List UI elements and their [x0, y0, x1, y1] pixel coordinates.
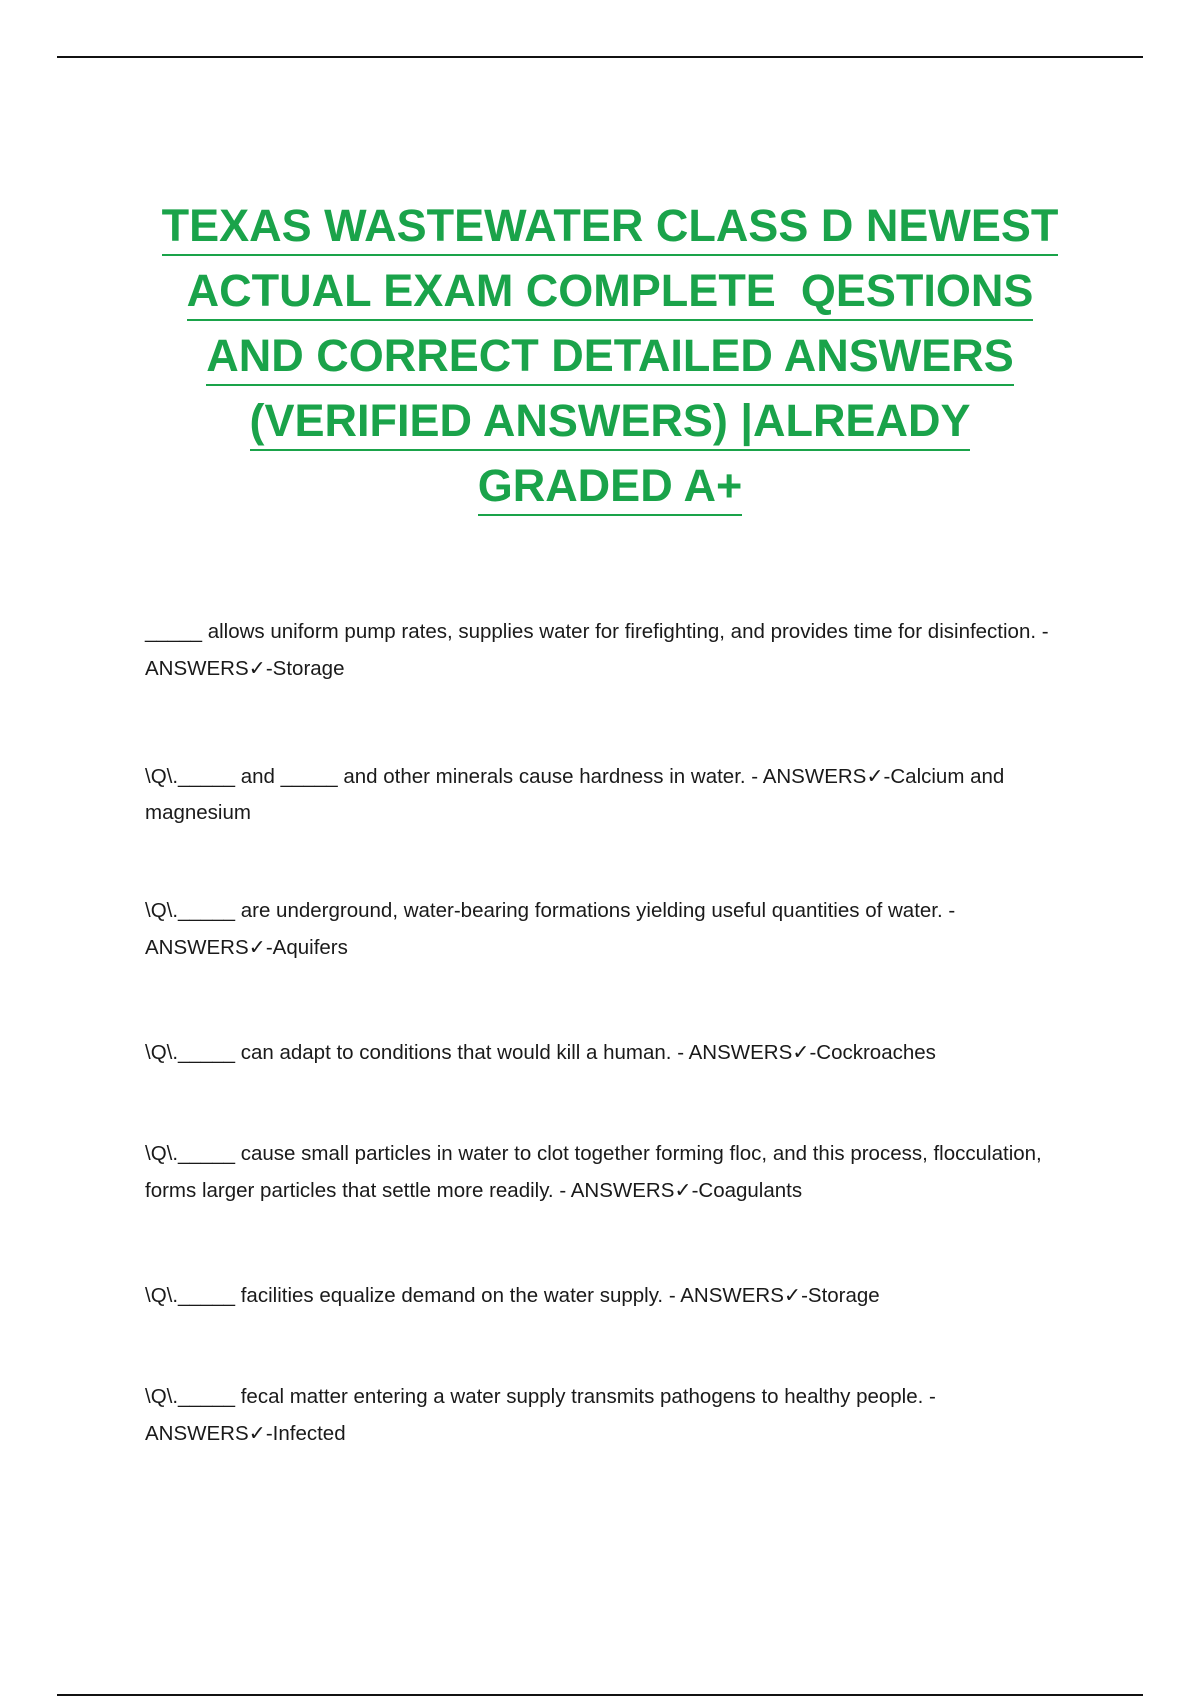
answer-text: -Storage — [801, 1284, 880, 1307]
question-text: \Q\._____ and _____ and other minerals cause hardness in water. - — [145, 765, 763, 788]
qa-item — [145, 1136, 1065, 1209]
title-line: GRADED A+ — [478, 458, 743, 516]
check-icon: ✓ — [248, 935, 266, 959]
bottom-rule — [57, 1694, 1143, 1696]
answer-label: ANSWERS — [145, 657, 249, 680]
answer-text: -Calcium and magnesium — [145, 765, 1005, 824]
qa-item — [145, 1034, 1065, 1071]
answer-label: ANSWERS — [762, 765, 867, 788]
check-icon: ✓ — [792, 1040, 810, 1064]
check-icon: ✓ — [248, 656, 266, 680]
qa-item — [145, 1277, 1065, 1314]
qa-item — [145, 893, 1065, 966]
title-line: TEXAS WASTEWATER CLASS D NEWEST — [162, 198, 1059, 256]
question-text: \Q\._____ can adapt to conditions that would kill a human. - — [145, 1041, 689, 1064]
title-line: AND CORRECT DETAILED ANSWERS — [206, 328, 1014, 386]
question-text: \Q\._____ facilities equalize demand on the water supply. - — [145, 1284, 681, 1307]
answer-label: ANSWERS — [145, 936, 249, 959]
answer-label: ANSWERS — [145, 1422, 249, 1445]
answer-label: ANSWERS — [688, 1041, 793, 1064]
answer-text: -Aquifers — [265, 936, 348, 959]
answer-text: -Cockroaches — [809, 1041, 936, 1064]
question-text: \Q\._____ fecal matter entering a water supply transmits pathogens to healthy people. - — [145, 1385, 936, 1408]
title-line: (VERIFIED ANSWERS) |ALREADY — [250, 393, 971, 451]
check-icon: ✓ — [783, 1283, 802, 1307]
qa-item — [145, 758, 1065, 831]
answer-label: ANSWERS — [570, 1179, 675, 1202]
answer-label: ANSWERS — [680, 1284, 784, 1307]
answer-text: -Coagulants — [691, 1179, 803, 1202]
check-icon: ✓ — [674, 1178, 692, 1202]
check-icon: ✓ — [866, 764, 884, 788]
question-text: _____ allows uniform pump rates, supplies water for firefighting, and provides time for disinfection. - — [145, 620, 1049, 643]
answer-text: -Storage — [265, 657, 345, 680]
question-text: \Q\._____ are underground, water-bearing formations yielding useful quantities of water. - — [145, 899, 956, 922]
question-text: \Q\._____ cause small particles in water to clot together forming floc, and this process, flocculation, forms larger particles that settle more readily. - — [145, 1142, 1042, 1202]
title-line: ACTUAL EXAM COMPLETE QESTIONS — [187, 263, 1034, 321]
check-icon: ✓ — [248, 1421, 266, 1445]
answer-text: -Infected — [265, 1422, 346, 1445]
qa-item — [145, 1379, 1065, 1452]
qa-item — [145, 614, 1065, 687]
